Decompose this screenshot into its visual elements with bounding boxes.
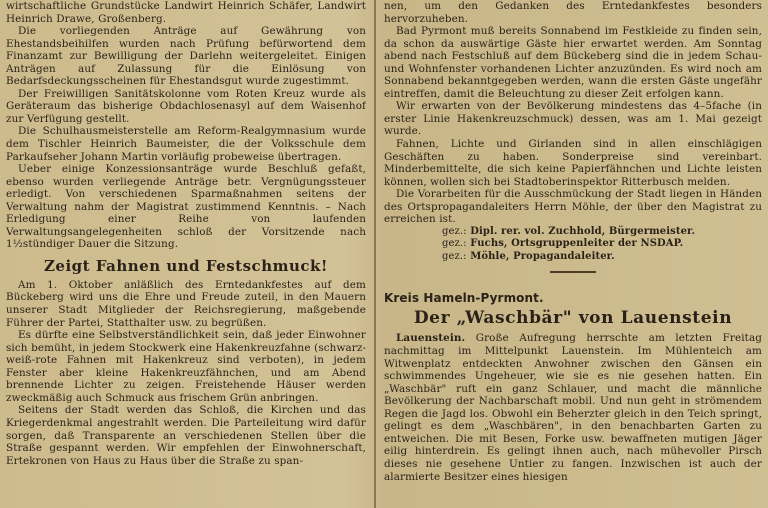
paragraph: Fahnen, Lichte und Girlanden sind in allen einschlägigen Geschäften zu haben. Sonderpreise sind vereinbart. Minderbemittelte, die sich keine Papierfähnchen und Lichte leisten können, wollen sich bei Stadtoberinspektor Ritterbusch melden. <box>384 138 762 188</box>
column-divider <box>374 0 376 508</box>
paragraph: Es dürfte eine Selbstverständlichkeit sein, daß jeder Einwohner sich bemüht, in jedem Stockwerk eine Hakenkreuzfahne (schwarz-weiß-rote Fahnen mit Hakenkreuz sind verboten), in jedem Fenster aber kleine Hakenkreuzfähnchen, und am Abend brennende Lichter zu zeigen. Freistehende Häuser werden zweckmäßig auch Schmuck aus frischem Grün anbringen. <box>6 329 366 404</box>
paragraph-text: Große Aufregung herrschte am letzten Freitag nachmittag im Mittelpunkt Lauenstein. Im Mühlenteich am Witwenplatz entdeckten Anwohner zwischen den Gänsen ein schwimmendes Ungeheuer, wie sie es nie gesehen hatten. Ein „Waschbär" ruft ein ganz Schlauer, und macht die männliche Bevölkerung der Nachbarschaft mobil. Und nun geht in strömendem Regen die Jagd los. Obwohl ein Beherzter gleich in den Teich springt, gelingt es dem „Waschbären", in den benachbarten Garten zu entweichen. Die mit Besen, Forke usw. bewaffneten mutigen Jäger eilig hinterdrein. Es gelingt ihnen auch, nach mühevoller Pirsch dieses nie gesehene Untier zu fangen. Inzwischen ist auch der alarmierte Besitzer eines hiesigen <box>384 332 762 483</box>
section-title: Kreis Hameln-Pyrmont. <box>384 291 544 306</box>
article-heading: Zeigt Fahnen und Festschmuck! <box>43 256 328 275</box>
paragraph: Am 1. Oktober anläßlich des Erntedankfestes auf dem Bückeberg wird uns die Ehre und Freude zuteil, in den Mauern unserer Stadt Mitglieder der Reichsregierung, maßgebende Führer der Partei, Statthalter usw. zu begrüßen. <box>6 278 366 329</box>
paragraph: Die vorliegenden Anträge auf Gewährung von Ehestandsbeihilfen wurden nach Prüfung befürwortend dem Finanzamt zur Bewilligung der Darlehn weitergeleitet. Einigen Anträgen auf Zulassung für die Einlösung von Bedarfsdeckungsscheinen für Ehestandsgut wurde zugestimmt. <box>6 25 366 88</box>
signature-name: Dipl. rer. vol. Zuchhold, Bürgermeister. <box>470 225 696 237</box>
paragraph: Die Vorarbeiten für die Ausschmückung der Stadt liegen in Händen des Ortspropagandaleiters Herrn Möhle, der über den Magistrat zu erreichen ist. <box>384 188 762 226</box>
paragraph: Bad Pyrmont muß bereits Sonnabend im Festkleide zu finden sein, da schon da auswärtige Gäste hier erwartet werden. Am Sonntag abend nach Festschluß auf dem Bückeberg sind die in jedem Schau- und Wohnfenster vorhandenen Lichter anzuzünden. Es wird noch am Sonnabend bekanntgegeben werden, wann die ersten Gäste ungefähr eintreffen, damit die Beleuchtung zu dieser Zeit erfolgen kann. <box>384 25 762 100</box>
separator-rule <box>550 271 596 273</box>
signature-prefix: gez.: <box>442 250 467 262</box>
paragraph <box>384 332 762 483</box>
paragraph: Seitens der Stadt werden das Schloß, die Kirchen und das Kriegerdenkmal angestrahlt werden. Die Parteileitung wird dafür sorgen, daß Transparente an verschiedenen Stellen über die Straße gespannt werden. Wir empfehlen der Einwohnerschaft, Ertekronen von Haus zu Haus über die Straße zu span- <box>6 404 366 467</box>
paragraph: wirtschaftliche Grundstücke Landwirt Heinrich Schäfer, Landwirt Heinrich Drawe, Großenberg. <box>6 0 366 25</box>
dateline: Lauenstein. <box>396 332 466 345</box>
paragraph: Ueber einige Konzessionsanträge wurde Beschluß gefaßt, ebenso wurden verliegende Anträge betr. Vergnügungssteuer erledigt. Von verschiedenen Sparmaßnahmen seitens der Verwaltung nahm der Magistrat zustimmend Kenntnis. – Nach Erledigung einer Reihe von laufenden Verwaltungsangelegenheiten schloß der Vorsitzende nach 1½stündiger Dauer die Sitzung. <box>6 163 366 251</box>
paragraph: Die Schulhausmeisterstelle am Reform-Realgymnasium wurde dem Tischler Heinrich Baumeister, die der Volksschule dem Parkaufseher Johann Martin vorläufig probeweise übertragen. <box>6 125 366 163</box>
paragraph: Wir erwarten von der Bevölkerung mindestens das 4–5fache (in erster Linie Hakenkreuzschmuck) dessen, was am 1. Mai gezeigt wurde. <box>384 100 762 138</box>
paragraph: nen, um den Gedanken des Erntedankfestes besonders hervorzuheben. <box>384 0 762 25</box>
signature-prefix: gez.: <box>442 238 467 250</box>
right-column <box>384 0 762 508</box>
signature-line <box>442 251 762 264</box>
signature-name: Fuchs, Ortsgruppenleiter der NSDAP. <box>470 238 684 250</box>
signature-line <box>442 238 762 251</box>
signature-prefix: gez.: <box>442 225 467 237</box>
signature-line <box>442 226 762 239</box>
paragraph: Der Freiwilligen Sanitätskolonne vom Roten Kreuz wurde als Geräteraum das bisherige Obdachlosenasyl auf dem Waisenhof zur Verfügung gestellt. <box>6 87 366 125</box>
signature-name: Möhle, Propagandaleiter. <box>470 250 615 262</box>
article-heading: Der „Waschbär" von Lauenstein <box>413 308 733 329</box>
left-column <box>6 0 366 508</box>
